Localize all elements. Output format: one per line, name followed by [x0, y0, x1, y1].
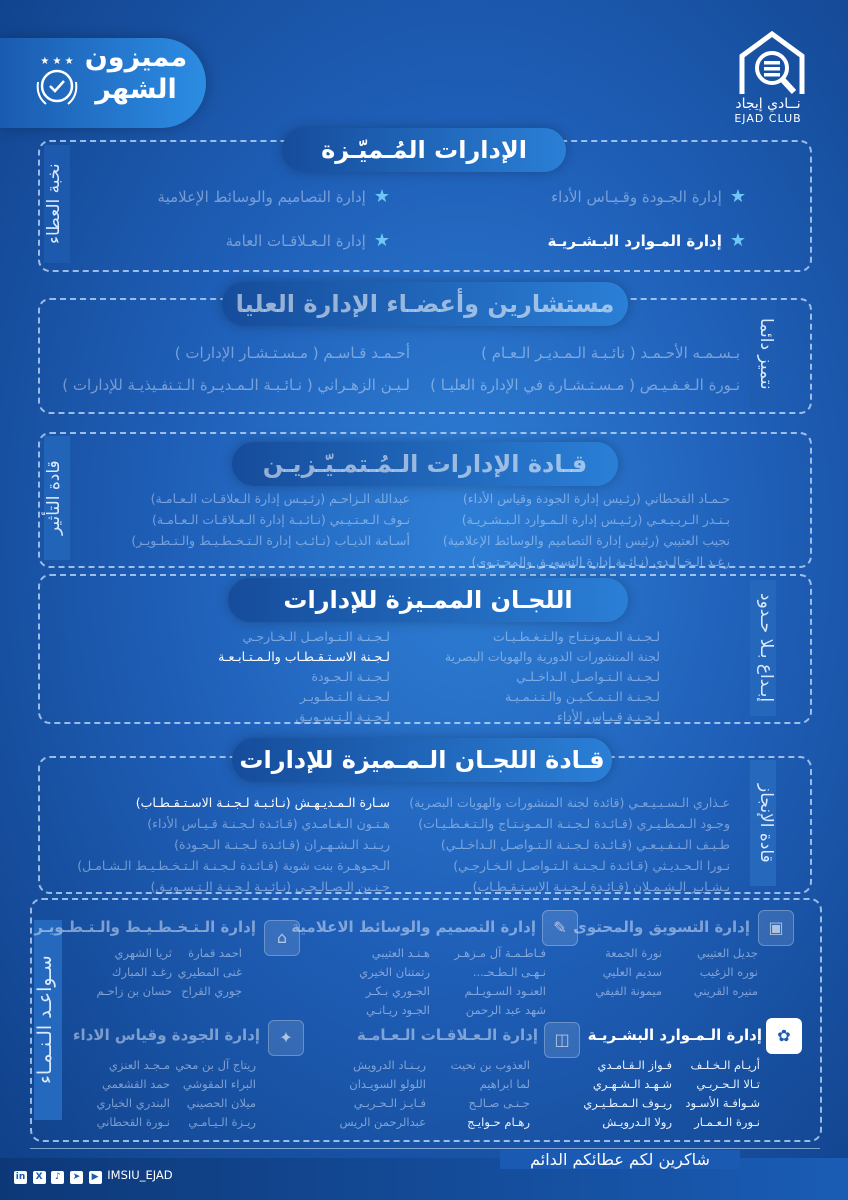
leader-item: بـنـدر الـربـيـعـي (رئـيـس إدارة الـمـوارد الـبـشـريـة) [461, 512, 730, 527]
side-label-3: قادة التأثير [44, 436, 70, 560]
leader-item: حـمـاد القحطاني (رئـيس إدارة الجودة وقياس الأداء) [462, 491, 730, 506]
committee-item: لـجـنـة الـتـواصـل الـخـارجـي [242, 629, 390, 644]
committee-item: لـجـنـة قـيـاس الأداء [557, 709, 660, 724]
club-names: مـجـد العنزي حمد القشعمي البندري الخياري نـورة القحطاني [96, 1058, 170, 1129]
club-names: احمد قمارة غنى المطيري جوري القراح [177, 946, 242, 998]
committee-item: لـجـنـة الـتـطـويـر [299, 689, 390, 704]
club-title: إدارة الـعـلاقـات الـعـامـة [356, 1026, 538, 1044]
club-names: هـنـد العتيبي رتمتنان الخيري الجـوري بـكـر الجـود ريـانـي [359, 946, 430, 1017]
committee-leader-item: ريـنـد الـشـهـران (قـائـدة لـجـنـة الـجـودة) [174, 837, 390, 852]
committee-leader-item: سـارة الـمـديـهـش (نـائـبـة لـجـنـة الاسـتـقـطـاب) [135, 795, 390, 810]
star-icon: ★ [373, 186, 390, 207]
pr-logo-icon: ◫ [544, 1022, 580, 1058]
star-icon: ★ [373, 230, 390, 251]
leader-item: عبدالله الـزاحـم (رئـيـس إدارة الـعلاقـات الـعـامـة) [150, 491, 410, 506]
award-icon [32, 52, 82, 110]
club-names: جديل العتيبي نوره الزغيب منيره القريني [693, 946, 758, 998]
section1-title: الإدارات المُـميّـزة [282, 128, 566, 172]
footer-divider [30, 1148, 820, 1149]
logo-english: EJAD CLUB [734, 112, 802, 125]
advisor-item: نـورة الـغـفـيـص ( مـسـتـشـارة في الإدارة العليـا ) [430, 376, 740, 394]
dept-item: ★إدارة الـعـلاقـات العامة [225, 230, 390, 251]
ejad-logo-icon [728, 28, 816, 98]
club-title: إدارة الـتـخـطـيـط والـتـطـويـر [34, 918, 256, 936]
star-icon: ★ [729, 186, 746, 207]
committee-leader-item: حـنـين الـصـالـحـي (نـائـبـة لـجـنـة الـتـسـويـق) [150, 879, 390, 894]
marketing-logo-icon: ▣ [758, 910, 794, 946]
club-title: إدارة الجودة وقياس الاداء [72, 1026, 260, 1044]
advisor-item: بـسـمـه الأحـمـد ( نائـبـة الـمـديـر الـعـام ) [481, 344, 740, 362]
committee-leader-item: بـشـايـر الـشـمـلان (قـائـدة لـجـنـة الاسـتـقـطـاب) [472, 879, 730, 894]
club-names: فـواز الـقـامـدي شـهـد الـشـهـري ريـوف الـمـطـيـري رولا الـدرويـش [583, 1058, 672, 1129]
badge-title-line1: مميزون [84, 42, 188, 73]
committee-leader-item: عـذاري الـسـبـيـعـي (قائدة لجنة المنشورات والهويات البصرية) [409, 795, 730, 810]
logo-arabic: نــادي إيجاد [735, 96, 801, 112]
footer-thanks: شاكرين لكم عطائكم الدائم [500, 1150, 740, 1169]
side-label-5: قادة الإنجاز [750, 760, 776, 886]
committee-item: لـجـنة الاسـتـقـطـاب والـمـتـابـعـة [218, 649, 390, 664]
leader-item: أسـامة الذيـاب (نـائـب إدارة الـتـخـطـيـط والـتـطـويـر) [131, 533, 410, 548]
planning-logo-icon: ⌂ [264, 920, 300, 956]
advisor-item: أحـمـد قـاسـم ( مـسـتـشـار الإدارات ) [174, 344, 410, 362]
side-label-1: نخبة العطاء [44, 145, 70, 263]
tiktok-icon[interactable]: ♪ [51, 1171, 64, 1184]
social-links [14, 1168, 173, 1184]
committee-leader-item: هـتـون الـغـامـدي (قـائـدة لـجـنـة قـيـاس الأداء) [147, 816, 390, 831]
club-names: ثريا الشهري رغـد المبارك حسان بن زاحـم [96, 946, 172, 998]
club-names: ريـنـاد الدرويش اللولو السويـدان فـايـز الـحـربـي عبدالرحمن الريس [339, 1058, 426, 1129]
badge-title-line2: الشهر [95, 74, 177, 105]
club-names: فـاطـمـة آل مـزهـر نـهـى الـطـحـ... العنـود السـويـلـم شهد عبد الرحمن [454, 946, 546, 1017]
quality-logo-icon: ✦ [268, 1020, 304, 1056]
committee-leader-item: وجـود الـمـطـيـري (قـائـدة لـجـنـة الـمـونـتـاج والـتـغـطـيـات) [418, 816, 730, 831]
section4-title: اللجـان الممـيزة للإدارات [228, 578, 628, 622]
dept-item: ★إدارة التصاميم والوسائط الإعلامية [157, 186, 390, 207]
club-title: إدارة التصميم والوسائط الاعلامية [291, 918, 536, 936]
leader-item: نجيب العتيبي (رئيس إدارة التصاميم والوسائط الإعلامية) [442, 533, 730, 548]
club-names: العذوب بن نحيت لما ابراهيم جـنـى صـالـح رهـام حـوايـج [450, 1058, 530, 1129]
section5-title: قـادة اللجـان الـمـميزة للإدارات [232, 738, 612, 782]
club-title: إدارة الـمـوارد البشـريـة [587, 1026, 762, 1044]
youtube-icon[interactable]: ▶ [89, 1171, 102, 1184]
leader-item: رغـد الـخـالـدي (نـائـبة إدارة التسويـق والمحـتـوى) [471, 554, 730, 569]
leader-item: نـوف الـعـتـيـبي (نـائـبـة إدارة الـعـلاقـات الـعـامـة) [151, 512, 410, 527]
committee-item: لـجـنـة الـتـواصـل الـداخـلـي [516, 669, 660, 684]
hr-logo-icon: ✿ [766, 1018, 802, 1054]
section3-title: قـادة الإدارات الـمُـتمـيّـزيـن [232, 442, 618, 486]
committee-leader-item: طـيـف الـنـفـيـعـي (قـائـدة لـجـنـة الـتـواصـل الـداخـلـي) [440, 837, 730, 852]
side-label-2: نتميز دائما [750, 300, 776, 408]
x-icon[interactable]: X [33, 1171, 46, 1184]
social-handle[interactable]: IMSIU_EJAD [107, 1168, 173, 1182]
advisor-item: لـيـن الزهـراني ( نـائـبـة الـمـديـرة الـتـنفـيذيـة للإدارات ) [62, 376, 410, 394]
club-names: أريـام الـخـلـف تـالا الـحـربـي شـوافـة الأسـود نـورة الـعـمـار [685, 1058, 760, 1129]
committee-leader-item: نـورا الـحـديـثي (قـائـدة لـجـنـة الـتـواصـل الـخـارجـي) [453, 858, 730, 873]
committee-item: لـجـنـة الـتـسـويـق [295, 709, 390, 724]
dept-item: ★إدارة الجـودة وقـيـاس الأداء [551, 186, 746, 207]
committee-item: لـجـنـة الـمـونـتـاج والـتـغـطـيـات [492, 629, 660, 644]
committee-item: لجنة المنشورات الدورية والهويات البصرية [444, 649, 660, 664]
committee-leader-item: الـجـوهـرة بنت شوية (قـائـدة لـجـنـة الـتـخـطـيـط الـشـامـل) [77, 858, 390, 873]
club-names: ريتاج آل بن محي البراء المقوشي ميلان الحصيني ريـزة الـيـامـي [175, 1058, 256, 1129]
star-icon: ★ [729, 230, 746, 251]
svg-text:★ ★ ★: ★ ★ ★ [40, 56, 74, 67]
club-names: نورة الجمعة سديم العليي ميمونة الفيفي [595, 946, 662, 998]
badge-title [76, 42, 196, 106]
telegram-icon[interactable]: ➤ [70, 1171, 83, 1184]
committee-item: لـجـنـة الـجـودة [311, 669, 390, 684]
linkedin-icon[interactable]: in [15, 1172, 26, 1182]
section2-title: مستشارين وأعضـاء الإدارة العليا [222, 282, 628, 326]
design-logo-icon: ✎ [542, 910, 578, 946]
club-title: إدارة التسويق والمحتوى [573, 918, 750, 936]
committee-item: لـجـنـة الـتـمـكـيـن والـتـنـمـيـة [505, 689, 660, 704]
dept-item-highlight: ★إدارة المـوارد البـشـريـة [547, 230, 746, 251]
side-label-4: إبـداع بـلا حـدود [750, 580, 776, 716]
side-label-6: سـواعـد الـنـمـاء [34, 920, 62, 1120]
